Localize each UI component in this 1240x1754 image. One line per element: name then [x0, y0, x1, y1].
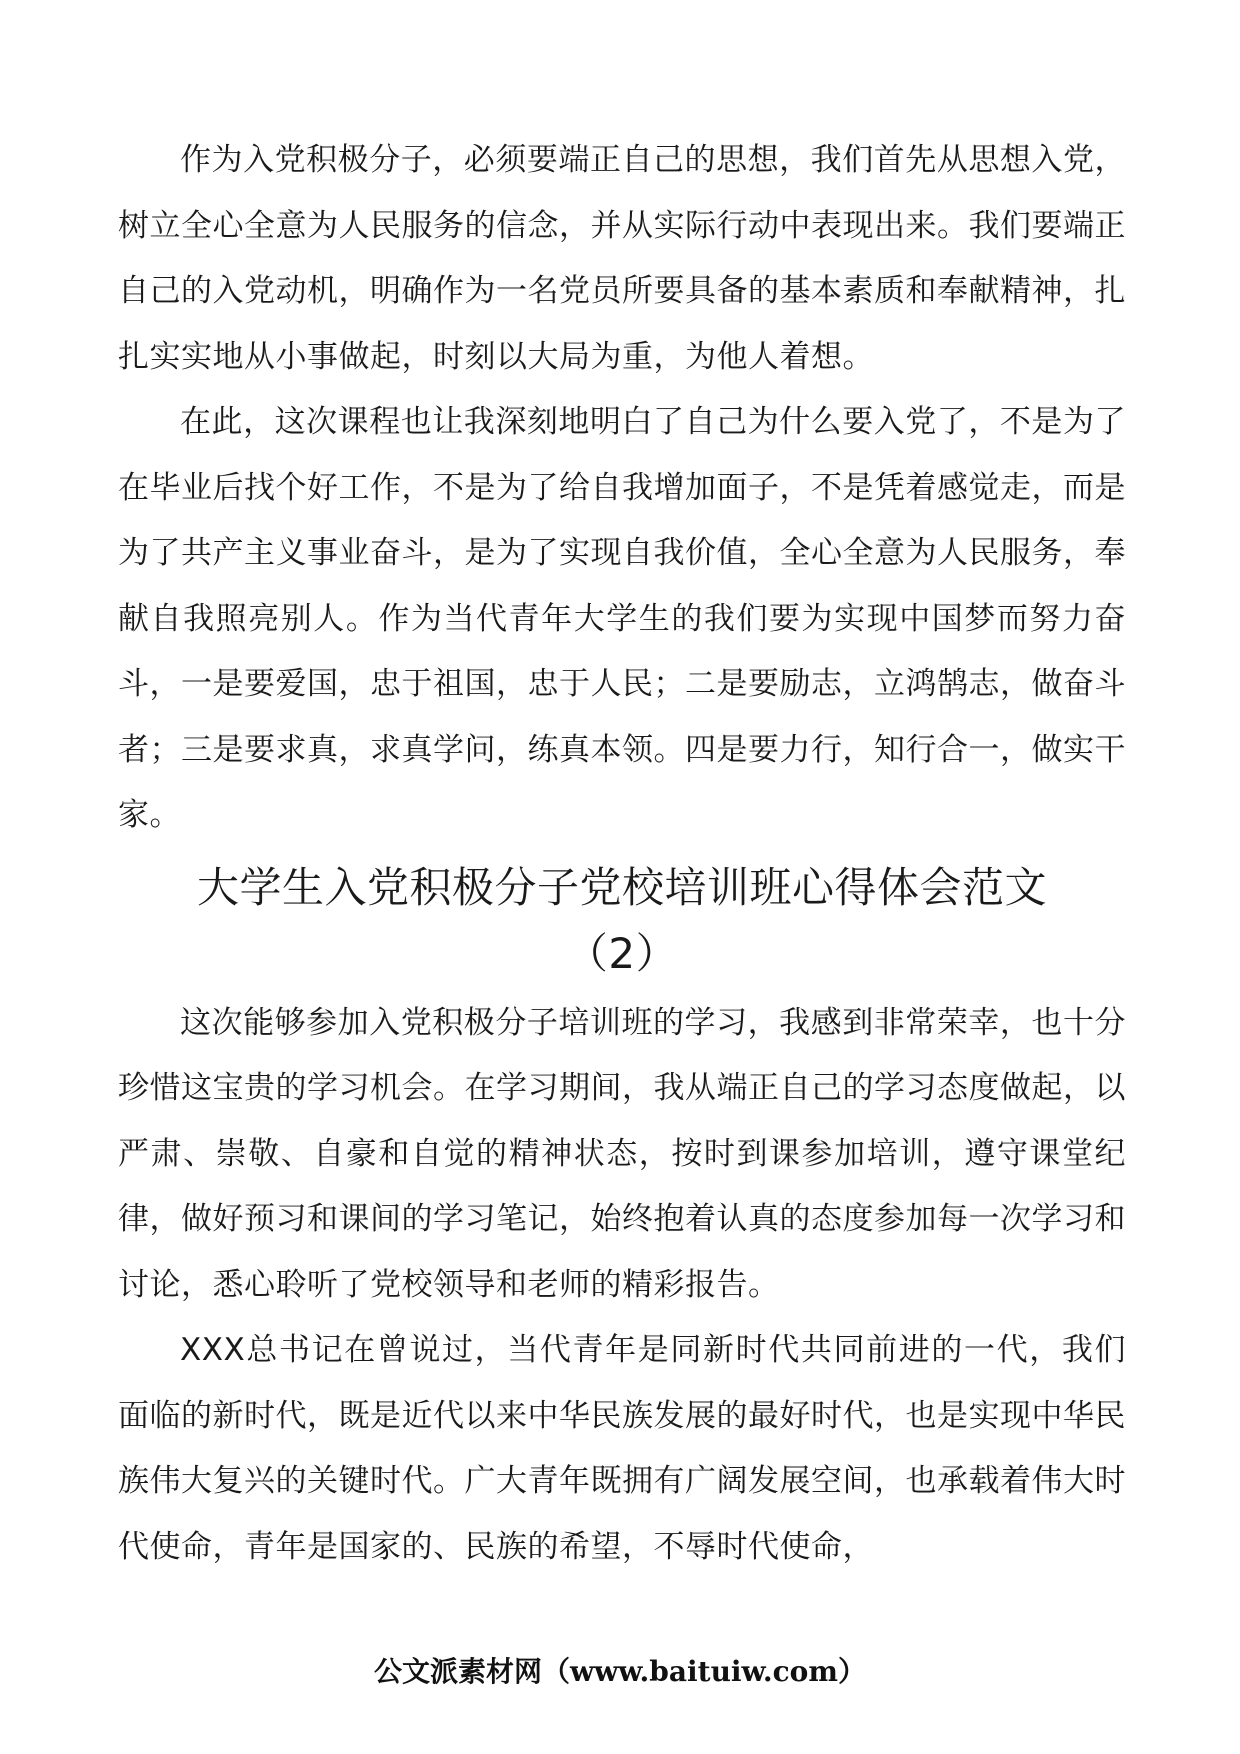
section-title [118, 855, 1126, 987]
paragraph-thought-entry: 作为入党积极分子，必须要端正自己的思想，我们首先从思想入党，树立全心全意为人民服务的信念，并从实际行动中表现出来。我们要端正自己的入党动机，明确作为一名党员所要具备的基本素质和奉献精神，扎扎实实地从小事做起，时刻以大局为重，为他人着想。 [118, 142, 1126, 375]
footer-source: 公文派素材网（www.baituiw.com） [374, 1655, 866, 1688]
paragraph-why-join: 在此，这次课程也让我深刻地明白了自己为什么要入党了，不是为了在毕业后找个好工作，不是为了给自我增加面子，不是凭着感觉走，而是为了共产主义事业奋斗，是为了实现自我价值，全心全意为人民服务，奉献自我照亮别人。作为当代青年大学生的我们要为实现中国梦而努力奋斗，一是要爱国，忠于祖国，忠于人民；二是要励志，立鸿鹄志，做奋斗者；三是要求真，求真学问，练真本领。四是要力行，知行合一，做实干家。 [118, 404, 1126, 833]
document-body [118, 128, 1126, 1580]
section-title-line2: （2） [565, 928, 679, 978]
paragraph-new-era: XXX总书记在曾说过，当代青年是同新时代共同前进的一代，我们面临的新时代，既是近代以来中华民族发展的最好时代，也是实现中华民族伟大复兴的关键时代。广大青年既拥有广阔发展空间，也承载着伟大时代使命，青年是国家的、民族的希望，不辱时代使命， [118, 1332, 1126, 1565]
section-title-line1: 大学生入党积极分子党校培训班心得体会范文 [196, 862, 1047, 912]
paragraph-training-study: 这次能够参加入党积极分子培训班的学习，我感到非常荣幸，也十分珍惜这宝贵的学习机会。在学习期间，我从端正自己的学习态度做起，以严肃、崇敬、自豪和自觉的精神状态，按时到课参加培训，遵守课堂纪律，做好预习和课间的学习笔记，始终抱着认真的态度参加每一次学习和讨论，悉心聆听了党校领导和老师的精彩报告。 [118, 1004, 1126, 1303]
